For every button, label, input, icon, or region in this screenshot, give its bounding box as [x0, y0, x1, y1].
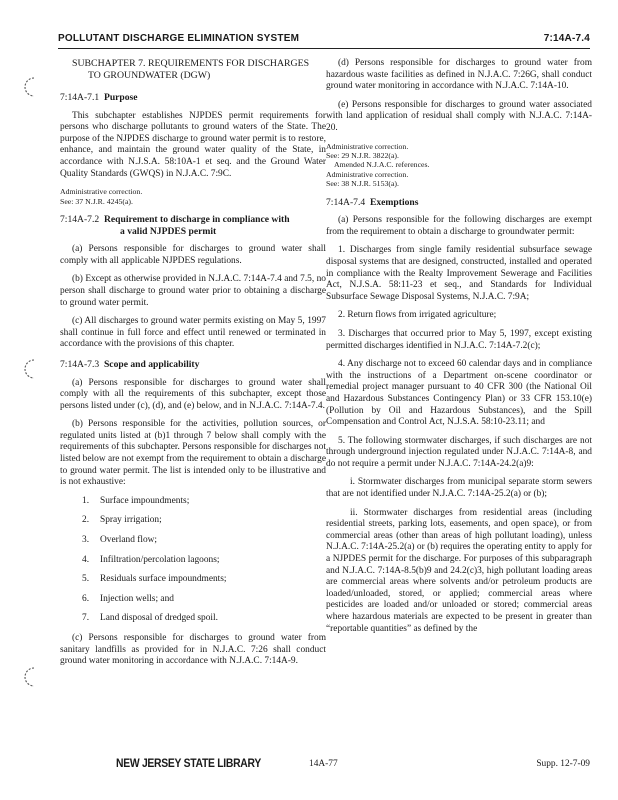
section-heading-scope — [60, 359, 326, 371]
list-item: 4. Infiltration/percolation lagoons; — [82, 554, 220, 565]
paragraph: (d) Persons responsible for discharges to ground water from hazardous waste facilities as defined in N.J.A.C. 7:26G, shall conduct ground water monitoring in accordance with N.J.A.C. 7:14A-10. — [326, 58, 592, 92]
paragraph: (e) Persons responsible for discharges to ground water associated with land application of residual shall comply with N.J.A.C. 7:14A-20. — [326, 99, 592, 133]
history-note — [60, 187, 326, 206]
list-item: 6. Injection wells; and — [82, 593, 174, 604]
paragraph: 2. Return flows from irrigated agriculture; — [338, 310, 497, 321]
section-title: Scope and applicability — [103, 358, 200, 370]
subchapter-heading-line2: TO GROUNDWATER (DGW) — [88, 70, 211, 81]
binder-hole-mark — [20, 358, 42, 380]
note-line: Administrative correction. — [60, 187, 143, 197]
page-number: 14A-77 — [309, 759, 338, 769]
subchapter-heading-line1: SUBCHAPTER 7. REQUIREMENTS FOR DISCHARGES — [72, 58, 310, 69]
section-title: Exemptions — [369, 196, 419, 208]
section-number: 7:14A-7.3 — [60, 358, 100, 370]
note-line: See: 37 N.J.R. 4245(a). — [60, 196, 133, 206]
source-list — [60, 496, 326, 625]
note-line: Amended N.J.A.C. references. — [334, 160, 430, 170]
list-item: 1. Surface impoundments; — [82, 495, 190, 506]
paragraph: 3. Discharges that occurred prior to May 5, 1997, except existing permitted discharges identified in N.J.A.C. 7:14A-7.2(c); — [326, 328, 592, 351]
right-column — [326, 58, 592, 642]
supplement-date: Supp. 12-7-09 — [536, 759, 590, 769]
note-line: See: 29 N.J.R. 3822(a). — [326, 150, 399, 160]
paragraph: ii. Stormwater discharges from residential areas (including residential streets, parking lots, easements, and open space), or from commercial areas (other than areas of high pollutant loading), unless N.J.A.C. 7:14A-25.2(a) or (b) requires the operating entity to apply for a NJPDES permit for the discharge. For purposes of this subparagraph and N.J.A.C. 7:14A-8.5(b)9 and 24.2(c)3, high pollutant loading areas are commercial areas where solvents and/or petroleum products are loaded/unloaded, stored, or applied; commercial areas where pesticides are loaded and/or unloaded or stored; commercial areas where hazardous materials are expected to be present in greater than “reportable quantities” as defined by the — [326, 507, 592, 634]
paragraph: 5. The following stormwater discharges, if such discharges are not through underground injection regulated under N.J.A.C. 7:14A-8, and do not require a permit under N.J.A.C. 7:14A-24.2(a)9: — [326, 435, 592, 469]
section-heading-requirement — [60, 214, 326, 237]
library-stamp: NEW JERSEY STATE LIBRARY — [116, 758, 261, 770]
binder-hole-mark — [20, 666, 42, 688]
list-item: 7. Land disposal of dredged spoil. — [82, 613, 218, 624]
section-title: Requirement to discharge in compliance with — [103, 213, 290, 225]
running-header — [58, 26, 590, 49]
paragraph: 4. Any discharge not to exceed 60 calendar days and in compliance with the instructions of a Department on-scene coordinator or remedial project manager pursuant to 40 CFR 300 (the National Oil and Hazardous Substances Contingency Plan) or 33 CFR 153.10(e) (Pollution by Oil and Hazardous Substances), and the Spill Compensation and Control Act, N.J.S.A. 58:10-23.11; and — [326, 359, 592, 428]
section-number: 7:14A-7.1 — [60, 92, 100, 103]
paragraph: (a) Persons responsible for the following discharges are exempt from the requirement to obtain a discharge to groundwater permit: — [326, 215, 592, 237]
paragraph: This subchapter establishes NJPDES permit requirements for persons who discharge pollutants to ground waters of the State. The purpose of the NJPDES discharge to ground water permit is to restore, enhance, and maintain the ground water quality of the State, in accordance with N.J.S.A. 58:10A-1 et seq. and the Ground Water Quality Standards (GWQS) in N.J.A.C. 7:9C. — [60, 110, 326, 179]
note-line: Administrative correction. — [326, 169, 409, 179]
list-item: 3. Overland flow; — [82, 535, 158, 546]
paragraph: (c) All discharges to ground water permits existing on May 5, 1997 shall continue in full force and effect until renewed or terminated in accordance with the provisions of this chapter. — [60, 316, 326, 350]
note-line: See: 38 N.J.R. 5153(a). — [326, 179, 399, 189]
section-title-line2: a valid NJPDES permit — [120, 225, 217, 237]
section-heading-exemptions — [326, 197, 592, 209]
list-item: 2. Spray irrigation; — [82, 515, 162, 526]
section-number: 7:14A-7.2 — [60, 213, 100, 225]
paragraph: (b) Persons responsible for the activities, pollution sources, or regulated units listed at (b)1 through 7 below shall comply with the requirements of this subchapter. Persons responsible for discharges not listed below are not exempt from the requirement to obtain a discharge to ground water permit. The list is intended only to be illustrative and is not exhaustive: — [60, 419, 326, 488]
paragraph: 1. Discharges from single family residential subsurface sewage disposal systems that are designed, constructed, installed and operated in compliance with the Realty Improvement Sewerage and Facilities Act, N.J.S.A. 58:11-23 et seq., and Standards for Individual Subsurface Sewage Disposal Systems, N.J.A.C. 7:9A; — [326, 245, 592, 302]
section-number: 7:14A-7.4 — [326, 196, 366, 208]
note-line: Administrative correction. — [326, 141, 409, 151]
list-item: 5. Residuals surface impoundments; — [82, 574, 227, 585]
header-title: POLLUTANT DISCHARGE ELIMINATION SYSTEM — [58, 33, 300, 44]
paragraph: (a) Persons responsible for discharges to ground water shall comply with all applicable NJPDES regulations. — [60, 244, 326, 266]
section-heading-purpose — [60, 92, 326, 104]
page-footer — [0, 756, 618, 776]
header-section-number: 7:14A-7.4 — [543, 33, 590, 44]
paragraph: (b) Except as otherwise provided in N.J.A.C. 7:14A-7.4 and 7.5, no person shall discharge to ground water prior to obtaining a discharge to ground water permit. — [60, 274, 326, 308]
binder-hole-mark — [20, 76, 42, 98]
section-title: Purpose — [103, 92, 138, 103]
history-note — [326, 142, 592, 189]
paragraph: i. Stormwater discharges from municipal separate storm sewers that are not identified under N.J.A.C. 7:14A-25.2(a) or (b); — [326, 477, 592, 500]
subchapter-heading — [60, 58, 326, 82]
paragraph: (a) Persons responsible for discharges to ground water shall comply with all the requirements of this subchapter, except those persons listed under (c), (d), and (e) below, and in N.J.A.C. 7:14A-7.4. — [60, 377, 326, 411]
left-column — [60, 58, 326, 675]
paragraph: (c) Persons responsible for discharges to ground water from sanitary landfills as provided for in N.J.A.C. 7:26 shall conduct ground water monitoring in accordance with N.J.A.C. 7:14A-9. — [60, 633, 326, 667]
